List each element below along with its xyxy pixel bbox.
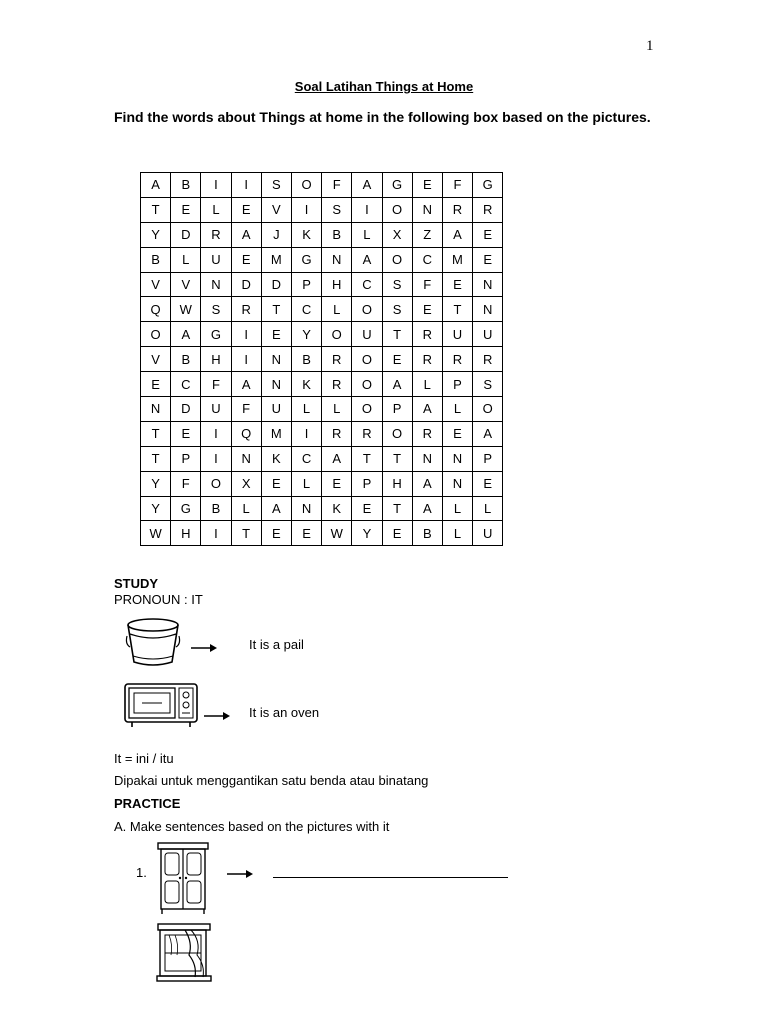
arrow-icon [227, 869, 253, 879]
grid-cell: L [291, 397, 321, 422]
grid-cell: G [171, 496, 201, 521]
grid-cell: O [382, 197, 412, 222]
grid-cell: M [261, 421, 291, 446]
grid-cell: V [171, 272, 201, 297]
grid-cell: R [352, 421, 382, 446]
word-search-grid [140, 172, 503, 546]
grid-cell: U [261, 397, 291, 422]
grid-row [141, 421, 503, 446]
grid-cell: L [442, 397, 472, 422]
grid-row [141, 496, 503, 521]
grid-cell: R [201, 222, 231, 247]
grid-cell: E [473, 247, 503, 272]
example-caption: It is an oven [249, 705, 320, 720]
grid-cell: I [231, 173, 261, 198]
grid-cell: F [442, 173, 472, 198]
grid-cell: O [141, 322, 171, 347]
grid-cell: E [382, 521, 412, 546]
instruction-text: Find the words about Things at home in the following box based on the pictures. [114, 109, 651, 125]
grid-cell: N [322, 247, 352, 272]
grid-cell: E [442, 421, 472, 446]
grid-cell: P [352, 471, 382, 496]
grid-cell: N [141, 397, 171, 422]
grid-cell: N [442, 471, 472, 496]
grid-cell: D [231, 272, 261, 297]
grid-cell: R [442, 347, 472, 372]
grid-cell: C [352, 272, 382, 297]
grid-cell: S [322, 197, 352, 222]
grid-row [141, 446, 503, 471]
grid-cell: D [171, 222, 201, 247]
grid-cell: L [291, 471, 321, 496]
grid-row [141, 347, 503, 372]
grid-cell: N [442, 446, 472, 471]
grid-cell: C [291, 297, 321, 322]
grid-cell: E [473, 471, 503, 496]
grid-cell: O [352, 347, 382, 372]
grid-cell: S [201, 297, 231, 322]
grid-cell: Y [291, 322, 321, 347]
grid-cell: L [442, 521, 472, 546]
grid-cell: H [171, 521, 201, 546]
practice-instruction: A. Make sentences based on the pictures with it [114, 819, 390, 834]
grid-cell: R [231, 297, 261, 322]
grid-cell: V [261, 197, 291, 222]
usage-note: Dipakai untuk menggantikan satu benda atau binatang [114, 773, 429, 788]
grid-cell: R [412, 322, 442, 347]
grid-cell: O [382, 421, 412, 446]
grid-cell: I [231, 322, 261, 347]
grid-cell: T [382, 446, 412, 471]
grid-cell: Y [141, 222, 171, 247]
grid-cell: O [473, 397, 503, 422]
grid-cell: F [412, 272, 442, 297]
grid-cell: A [261, 496, 291, 521]
grid-cell: A [141, 173, 171, 198]
grid-cell: I [201, 521, 231, 546]
grid-cell: G [473, 173, 503, 198]
grid-cell: N [412, 197, 442, 222]
grid-cell: F [231, 397, 261, 422]
grid-cell: I [291, 421, 321, 446]
grid-cell: Z [412, 222, 442, 247]
grid-cell: J [261, 222, 291, 247]
grid-cell: L [171, 247, 201, 272]
grid-cell: Y [141, 496, 171, 521]
grid-cell: R [473, 347, 503, 372]
grid-cell: F [201, 372, 231, 397]
grid-cell: T [141, 421, 171, 446]
meaning-line: It = ini / itu [114, 751, 174, 766]
grid-cell: E [412, 297, 442, 322]
window-icon [155, 921, 213, 983]
grid-cell: I [201, 173, 231, 198]
practice-item-number: 1. [136, 865, 147, 880]
grid-row [141, 372, 503, 397]
grid-cell: N [412, 446, 442, 471]
grid-cell: L [322, 297, 352, 322]
grid-cell: B [171, 173, 201, 198]
grid-cell: R [442, 197, 472, 222]
page-number: 1 [646, 38, 654, 54]
answer-blank-line[interactable] [273, 877, 508, 878]
grid-row [141, 521, 503, 546]
grid-cell: M [442, 247, 472, 272]
grid-cell: V [141, 272, 171, 297]
grid-cell: U [473, 521, 503, 546]
grid-cell: R [322, 421, 352, 446]
grid-cell: R [412, 421, 442, 446]
cupboard-icon [156, 841, 210, 915]
arrow-icon [204, 711, 230, 721]
grid-cell: O [352, 397, 382, 422]
grid-cell: B [291, 347, 321, 372]
grid-cell: A [442, 222, 472, 247]
grid-cell: I [352, 197, 382, 222]
grid-cell: N [291, 496, 321, 521]
practice-heading: PRACTICE [114, 796, 181, 811]
grid-cell: B [141, 247, 171, 272]
grid-cell: Y [352, 521, 382, 546]
grid-cell: D [261, 272, 291, 297]
grid-cell: C [171, 372, 201, 397]
grid-cell: N [231, 446, 261, 471]
grid-cell: E [261, 521, 291, 546]
grid-cell: Y [141, 471, 171, 496]
grid-cell: L [352, 222, 382, 247]
grid-cell: O [201, 471, 231, 496]
grid-cell: Q [231, 421, 261, 446]
grid-cell: A [171, 322, 201, 347]
grid-cell: E [231, 247, 261, 272]
grid-cell: K [322, 496, 352, 521]
page-title: Soal Latihan Things at Home [294, 79, 474, 94]
grid-cell: E [261, 471, 291, 496]
grid-cell: N [473, 297, 503, 322]
grid-cell: E [261, 322, 291, 347]
grid-cell: V [141, 347, 171, 372]
grid-cell: O [382, 247, 412, 272]
grid-cell: E [141, 372, 171, 397]
grid-cell: X [231, 471, 261, 496]
grid-cell: L [322, 397, 352, 422]
grid-cell: K [291, 222, 321, 247]
grid-cell: H [382, 471, 412, 496]
grid-cell: A [382, 372, 412, 397]
grid-cell: R [412, 347, 442, 372]
grid-cell: T [261, 297, 291, 322]
grid-cell: U [201, 397, 231, 422]
grid-cell: S [382, 272, 412, 297]
grid-cell: N [201, 272, 231, 297]
grid-cell: A [352, 247, 382, 272]
grid-cell: H [322, 272, 352, 297]
grid-cell: U [473, 322, 503, 347]
oven-icon [122, 681, 200, 729]
grid-cell: T [141, 197, 171, 222]
grid-cell: P [442, 372, 472, 397]
grid-cell: U [442, 322, 472, 347]
grid-cell: P [473, 446, 503, 471]
grid-cell: F [322, 173, 352, 198]
grid-cell: R [322, 372, 352, 397]
grid-cell: P [291, 272, 321, 297]
grid-cell: S [473, 372, 503, 397]
grid-cell: K [261, 446, 291, 471]
grid-cell: E [382, 347, 412, 372]
grid-cell: O [291, 173, 321, 198]
grid-cell: I [231, 347, 261, 372]
grid-cell: E [352, 496, 382, 521]
grid-cell: H [201, 347, 231, 372]
grid-cell: T [352, 446, 382, 471]
grid-cell: E [171, 197, 201, 222]
grid-cell: M [261, 247, 291, 272]
grid-cell: A [231, 222, 261, 247]
pail-icon [124, 616, 182, 668]
grid-cell: N [261, 347, 291, 372]
grid-cell: A [231, 372, 261, 397]
grid-cell: T [442, 297, 472, 322]
grid-cell: O [352, 372, 382, 397]
grid-cell: B [171, 347, 201, 372]
grid-cell: P [171, 446, 201, 471]
grid-cell: T [382, 322, 412, 347]
grid-cell: G [291, 247, 321, 272]
grid-cell: A [412, 397, 442, 422]
grid-cell: E [231, 197, 261, 222]
grid-cell: L [442, 496, 472, 521]
grid-row [141, 471, 503, 496]
grid-row [141, 222, 503, 247]
grid-cell: N [261, 372, 291, 397]
grid-cell: E [171, 421, 201, 446]
grid-cell: L [412, 372, 442, 397]
grid-cell: T [141, 446, 171, 471]
grid-cell: L [473, 496, 503, 521]
grid-cell: B [412, 521, 442, 546]
grid-cell: E [473, 222, 503, 247]
grid-cell: G [382, 173, 412, 198]
grid-cell: A [352, 173, 382, 198]
grid-row [141, 397, 503, 422]
grid-cell: C [412, 247, 442, 272]
grid-cell: G [201, 322, 231, 347]
grid-row [141, 272, 503, 297]
grid-cell: K [291, 372, 321, 397]
arrow-icon [191, 643, 217, 653]
grid-cell: T [382, 496, 412, 521]
study-heading: STUDY [114, 576, 159, 591]
grid-cell: P [382, 397, 412, 422]
grid-row [141, 247, 503, 272]
grid-cell: A [322, 446, 352, 471]
grid-cell: E [412, 173, 442, 198]
grid-cell: I [201, 421, 231, 446]
grid-cell: E [322, 471, 352, 496]
grid-cell: R [473, 197, 503, 222]
grid-cell: U [352, 322, 382, 347]
grid-cell: O [352, 297, 382, 322]
grid-cell: R [322, 347, 352, 372]
grid-cell: E [291, 521, 321, 546]
grid-row [141, 322, 503, 347]
grid-row [141, 197, 503, 222]
grid-cell: L [201, 197, 231, 222]
pronoun-line: PRONOUN : IT [114, 592, 203, 607]
grid-cell: I [201, 446, 231, 471]
grid-cell: I [291, 197, 321, 222]
grid-row [141, 173, 503, 198]
grid-cell: L [231, 496, 261, 521]
grid-cell: N [473, 272, 503, 297]
grid-cell: W [141, 521, 171, 546]
grid-cell: A [473, 421, 503, 446]
grid-cell: U [201, 247, 231, 272]
grid-cell: W [171, 297, 201, 322]
grid-cell: E [442, 272, 472, 297]
grid-cell: W [322, 521, 352, 546]
grid-cell: O [322, 322, 352, 347]
grid-cell: T [231, 521, 261, 546]
grid-cell: D [171, 397, 201, 422]
grid-cell: Q [141, 297, 171, 322]
grid-cell: F [171, 471, 201, 496]
grid-cell: C [291, 446, 321, 471]
grid-cell: S [261, 173, 291, 198]
grid-row [141, 297, 503, 322]
grid-cell: B [201, 496, 231, 521]
grid-cell: B [322, 222, 352, 247]
grid-cell: A [412, 471, 442, 496]
grid-cell: S [382, 297, 412, 322]
grid-cell: X [382, 222, 412, 247]
example-caption: It is a pail [249, 637, 304, 652]
grid-cell: A [412, 496, 442, 521]
